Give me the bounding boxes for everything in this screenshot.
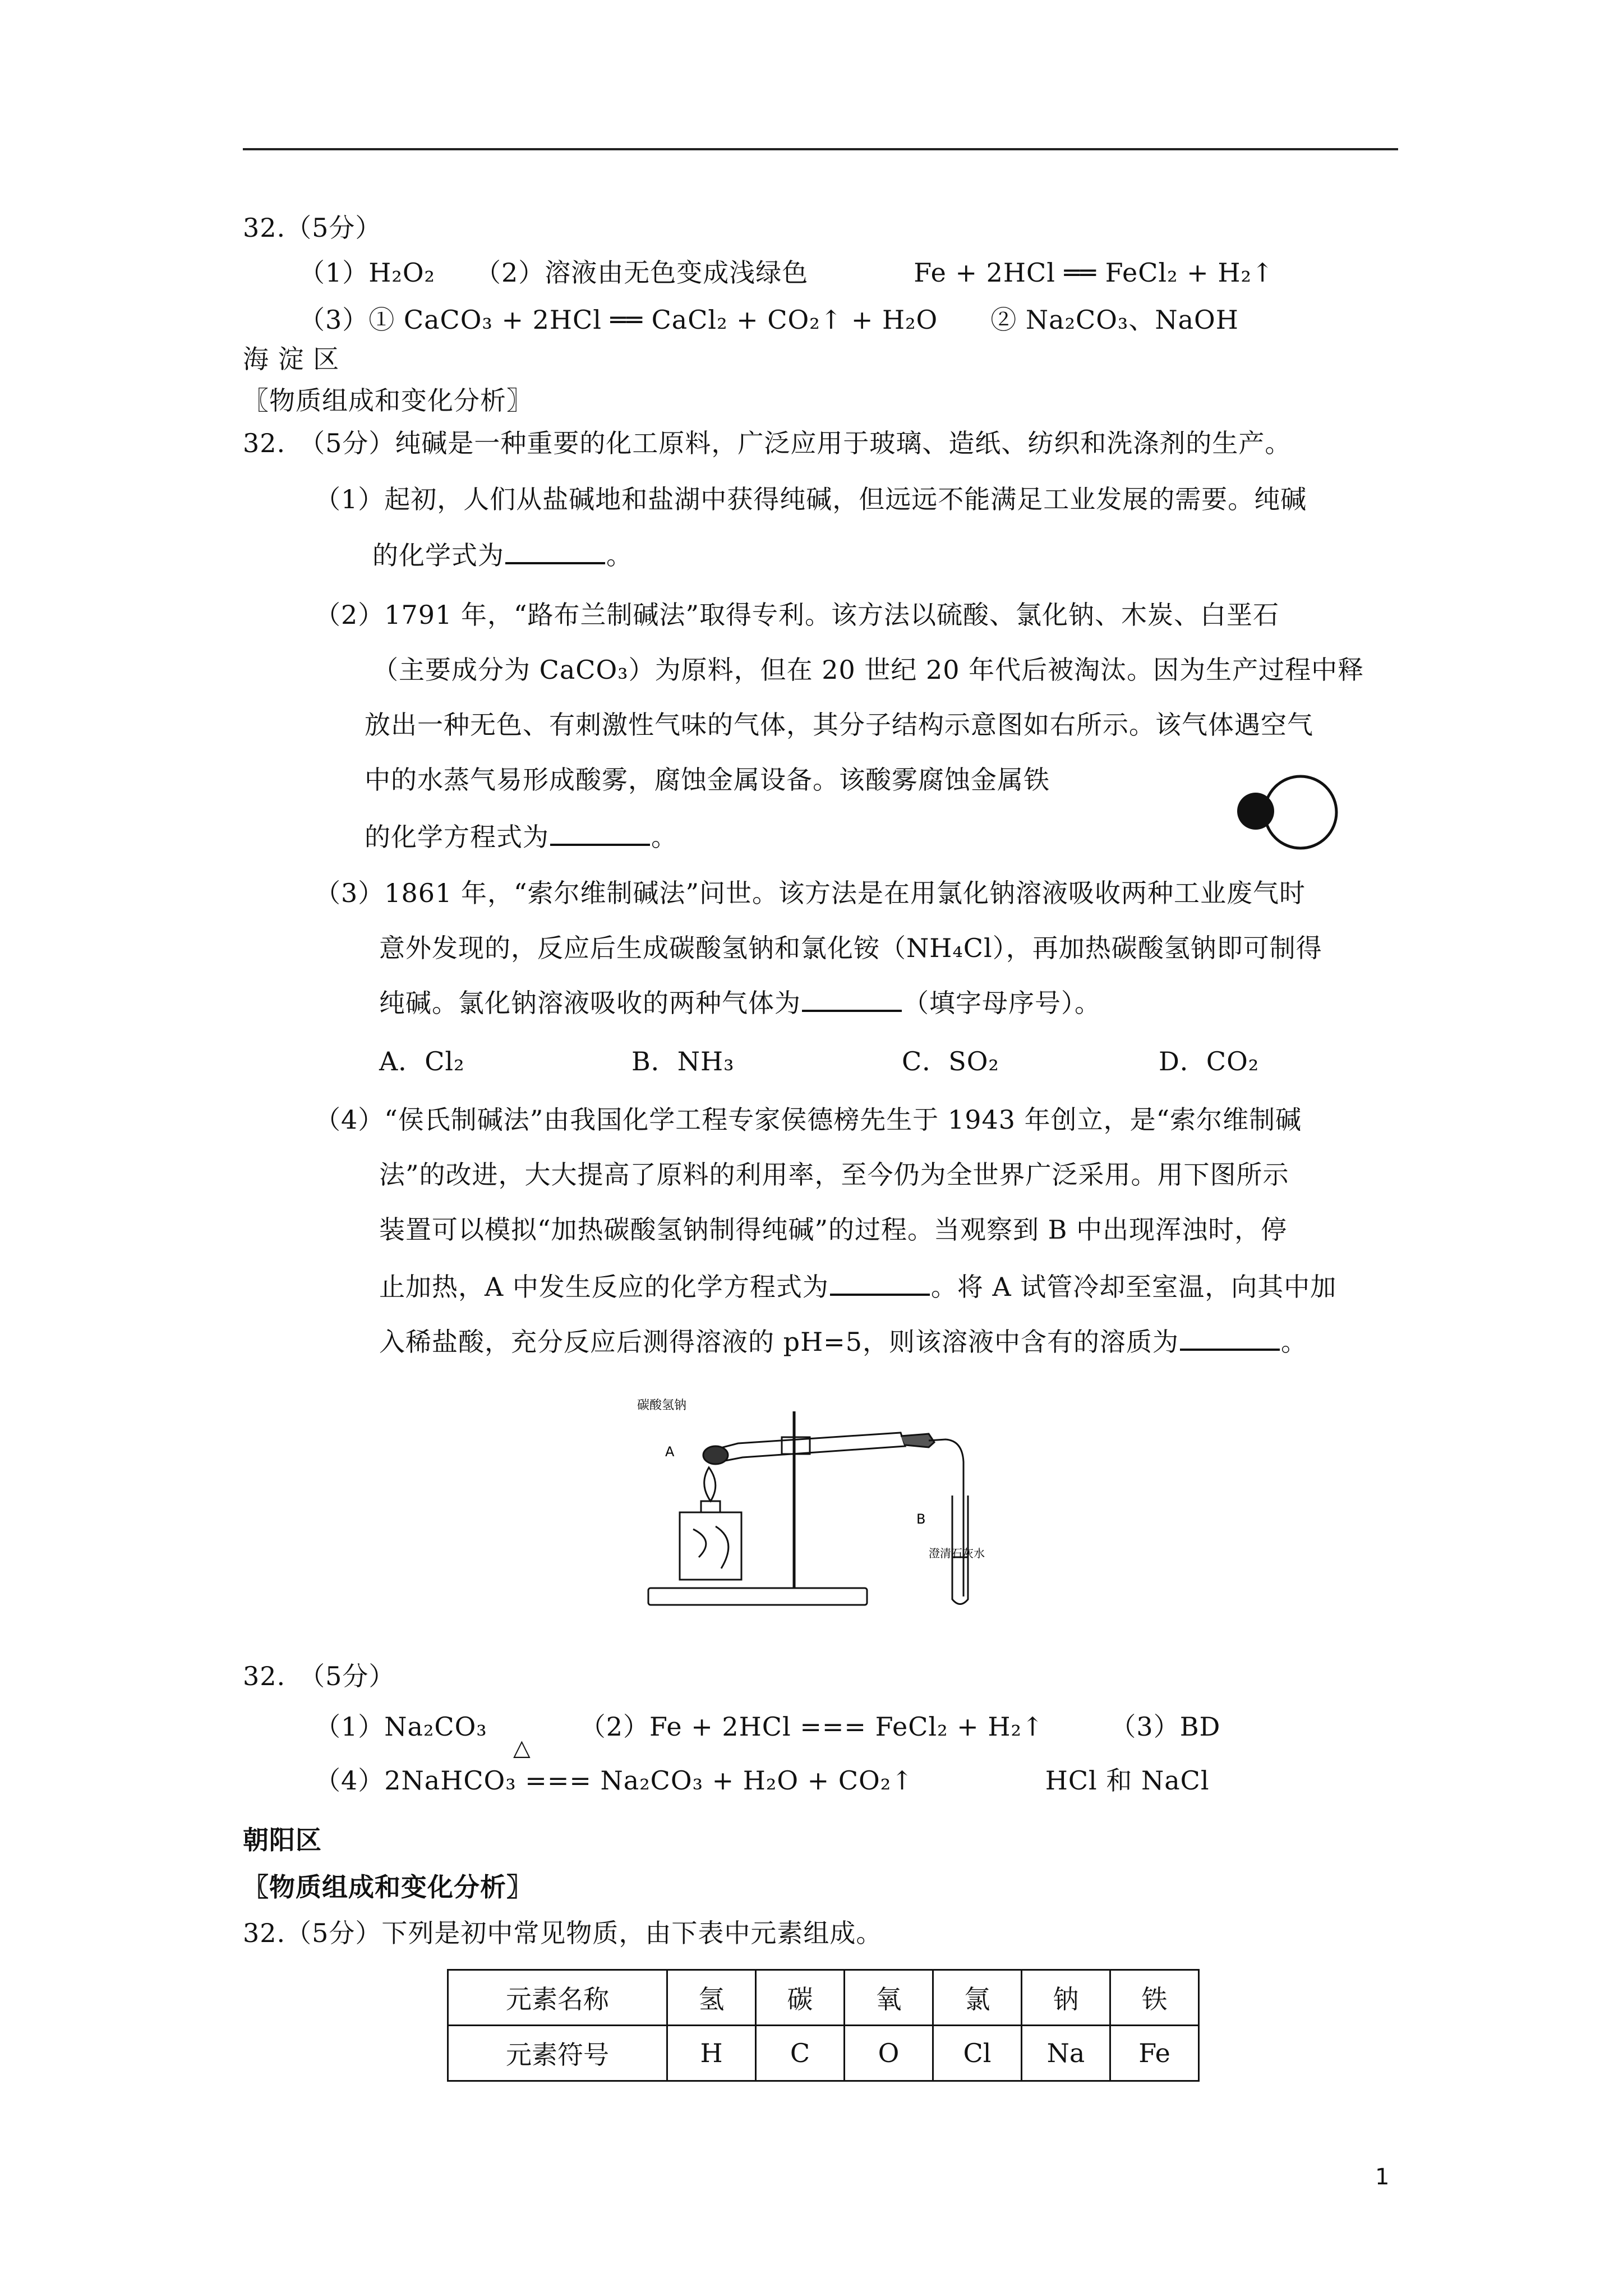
q2-line-e: 的化学方程式为 。 bbox=[365, 819, 677, 854]
lamp-body bbox=[680, 1512, 741, 1580]
heat-symbol: △ bbox=[513, 1735, 531, 1761]
stand-base bbox=[648, 1588, 867, 1605]
haidian-answer-line-2: （4）2NaHCO₃ === Na₂CO₃ + H₂O + CO₂↑ HCl 和 NaCl bbox=[315, 1765, 1210, 1796]
question-intro-chaoyang: 32.（5分）下列是初中常见物质，由下表中元素组成。 bbox=[243, 1918, 883, 1948]
delivery-tube bbox=[929, 1439, 963, 1596]
q2-line-a: （2）1791 年，“路布兰制碱法”取得专利。该方法以硫酸、氯化钠、木炭、白垩石 bbox=[315, 600, 1279, 630]
apparatus-figure bbox=[631, 1389, 1035, 1613]
q3-line-c: 纯碱。氯化钠溶液吸收的两种气体为 （填字母序号）。 bbox=[379, 985, 1101, 1020]
row-header: 元素符号 bbox=[448, 2026, 667, 2081]
q2-line-c: 放出一种无色、有刺激性气味的气体，其分子结构示意图如右所示。该气体遇空气 bbox=[365, 710, 1313, 740]
q2-line-d: 中的水蒸气易形成酸雾，腐蚀金属设备。该酸雾腐蚀金属铁 bbox=[365, 765, 1050, 795]
row-header: 元素名称 bbox=[448, 1970, 667, 2026]
prev-answer-line-2: （3）① CaCO₃ + 2HCl ══ CaCl₂ + CO₂↑ + H₂O ② Na₂CO₃、NaOH bbox=[299, 305, 1239, 335]
q3-line-b: 意外发现的，反应后生成碳酸氢钠和氯化铵（NH₄Cl），再加热碳酸氢钠即可制得 bbox=[379, 933, 1322, 963]
q4-line-e: 入稀盐酸，充分反应后测得溶液的 pH=5，则该溶液中含有的溶质为 。 bbox=[379, 1324, 1307, 1359]
table-row bbox=[448, 2026, 1199, 2081]
q4-line-b: 法”的改进，大大提高了原料的利用率，至今仍为全世界广泛采用。用下图所示 bbox=[379, 1159, 1289, 1190]
element-symbol-cell: H bbox=[667, 2026, 756, 2081]
element-symbol-cell: O bbox=[845, 2026, 933, 2081]
element-name-cell: 碳 bbox=[756, 1970, 845, 2026]
lamp-neck bbox=[701, 1501, 720, 1512]
district-haidian: 海 淀 区 bbox=[243, 344, 340, 374]
q4-line-d: 止加热，A 中发生反应的化学方程式为 。将 A 试管冷却至室温，向其中加 bbox=[379, 1269, 1336, 1304]
district-chaoyang: 朝阳区 bbox=[243, 1825, 322, 1855]
element-name-cell: 氢 bbox=[667, 1970, 756, 2026]
label-limewater: 澄清石灰水 bbox=[929, 1547, 985, 1560]
element-table bbox=[447, 1969, 1200, 2082]
section-title-chaoyang: 〖物质组成和变化分析〗 bbox=[243, 1872, 533, 1902]
label-tube-a: A bbox=[665, 1444, 675, 1460]
lamp-pattern bbox=[693, 1526, 728, 1568]
small-atom bbox=[1237, 793, 1274, 830]
haidian-answer-line-1: （1）Na₂CO₃ （2）Fe + 2HCl === FeCl₂ + H₂↑ （3）BD bbox=[315, 1711, 1221, 1742]
element-symbol-cell: Fe bbox=[1110, 2026, 1199, 2081]
option-b: B．NH₃ bbox=[631, 1046, 735, 1076]
option-a: A．Cl₂ bbox=[379, 1046, 465, 1076]
label-tube-b: B bbox=[916, 1511, 926, 1527]
element-name-cell: 氧 bbox=[845, 1970, 933, 2026]
flame bbox=[704, 1467, 716, 1501]
answer-blank bbox=[550, 819, 650, 846]
answer-blank bbox=[830, 1269, 930, 1296]
sodium-bicarbonate-sample bbox=[703, 1446, 728, 1464]
molecule-diagram bbox=[1230, 770, 1353, 859]
q1-line-b: 的化学式为 。 bbox=[372, 537, 633, 572]
option-d: D．CO₂ bbox=[1159, 1046, 1260, 1076]
label-sodium-bicarbonate: 碳酸氢钠 bbox=[637, 1398, 687, 1412]
element-name-cell: 氯 bbox=[933, 1970, 1022, 2026]
answer-blank bbox=[1180, 1324, 1280, 1351]
element-symbol-cell: Na bbox=[1022, 2026, 1110, 2081]
q2-line-b: （主要成分为 CaCO₃）为原料，但在 20 世纪 20 年代后被淘汰。因为生产过程中释 bbox=[372, 655, 1364, 685]
element-symbol-cell: C bbox=[756, 2026, 845, 2081]
q3-line-a: （3）1861 年，“索尔维制碱法”问世。该方法是在用氯化钠溶液吸收两种工业废气时 bbox=[315, 878, 1306, 908]
table-row bbox=[448, 1970, 1199, 2026]
answer-blank bbox=[802, 985, 902, 1012]
option-c: C．SO₂ bbox=[902, 1046, 999, 1076]
element-symbol-cell: Cl bbox=[933, 2026, 1022, 2081]
page-number: 1 bbox=[1375, 2164, 1390, 2190]
prev-answer-header: 32.（5分） bbox=[243, 213, 382, 243]
prev-answer-line-1: （1）H₂O₂ （2）溶液由无色变成浅绿色 Fe + 2HCl ══ FeCl₂ + H₂↑ bbox=[299, 257, 1274, 288]
header-rule bbox=[243, 148, 1398, 150]
answer-blank bbox=[505, 537, 605, 564]
element-name-cell: 钠 bbox=[1022, 1970, 1110, 2026]
haidian-answer-header: 32. （5分） bbox=[243, 1661, 395, 1691]
element-name-cell: 铁 bbox=[1110, 1970, 1199, 2026]
q4-line-c: 装置可以模拟“加热碳酸氢钠制得纯碱”的过程。当观察到 B 中出现浑浊时，停 bbox=[379, 1214, 1288, 1245]
q4-line-a: （4）“侯氏制碱法”由我国化学工程专家侯德榜先生于 1943 年创立，是“索尔维制碱 bbox=[315, 1105, 1302, 1135]
large-atom bbox=[1265, 776, 1336, 848]
section-title-haidian: 〖物质组成和变化分析〗 bbox=[243, 385, 533, 416]
q1-line-a: （1）起初，人们从盐碱地和盐湖中获得纯碱，但远远不能满足工业发展的需要。纯碱 bbox=[315, 484, 1307, 514]
question-intro-haidian: 32. （5分）纯碱是一种重要的化工原料，广泛应用于玻璃、造纸、纺织和洗涤剂的生产。 bbox=[243, 428, 1292, 458]
